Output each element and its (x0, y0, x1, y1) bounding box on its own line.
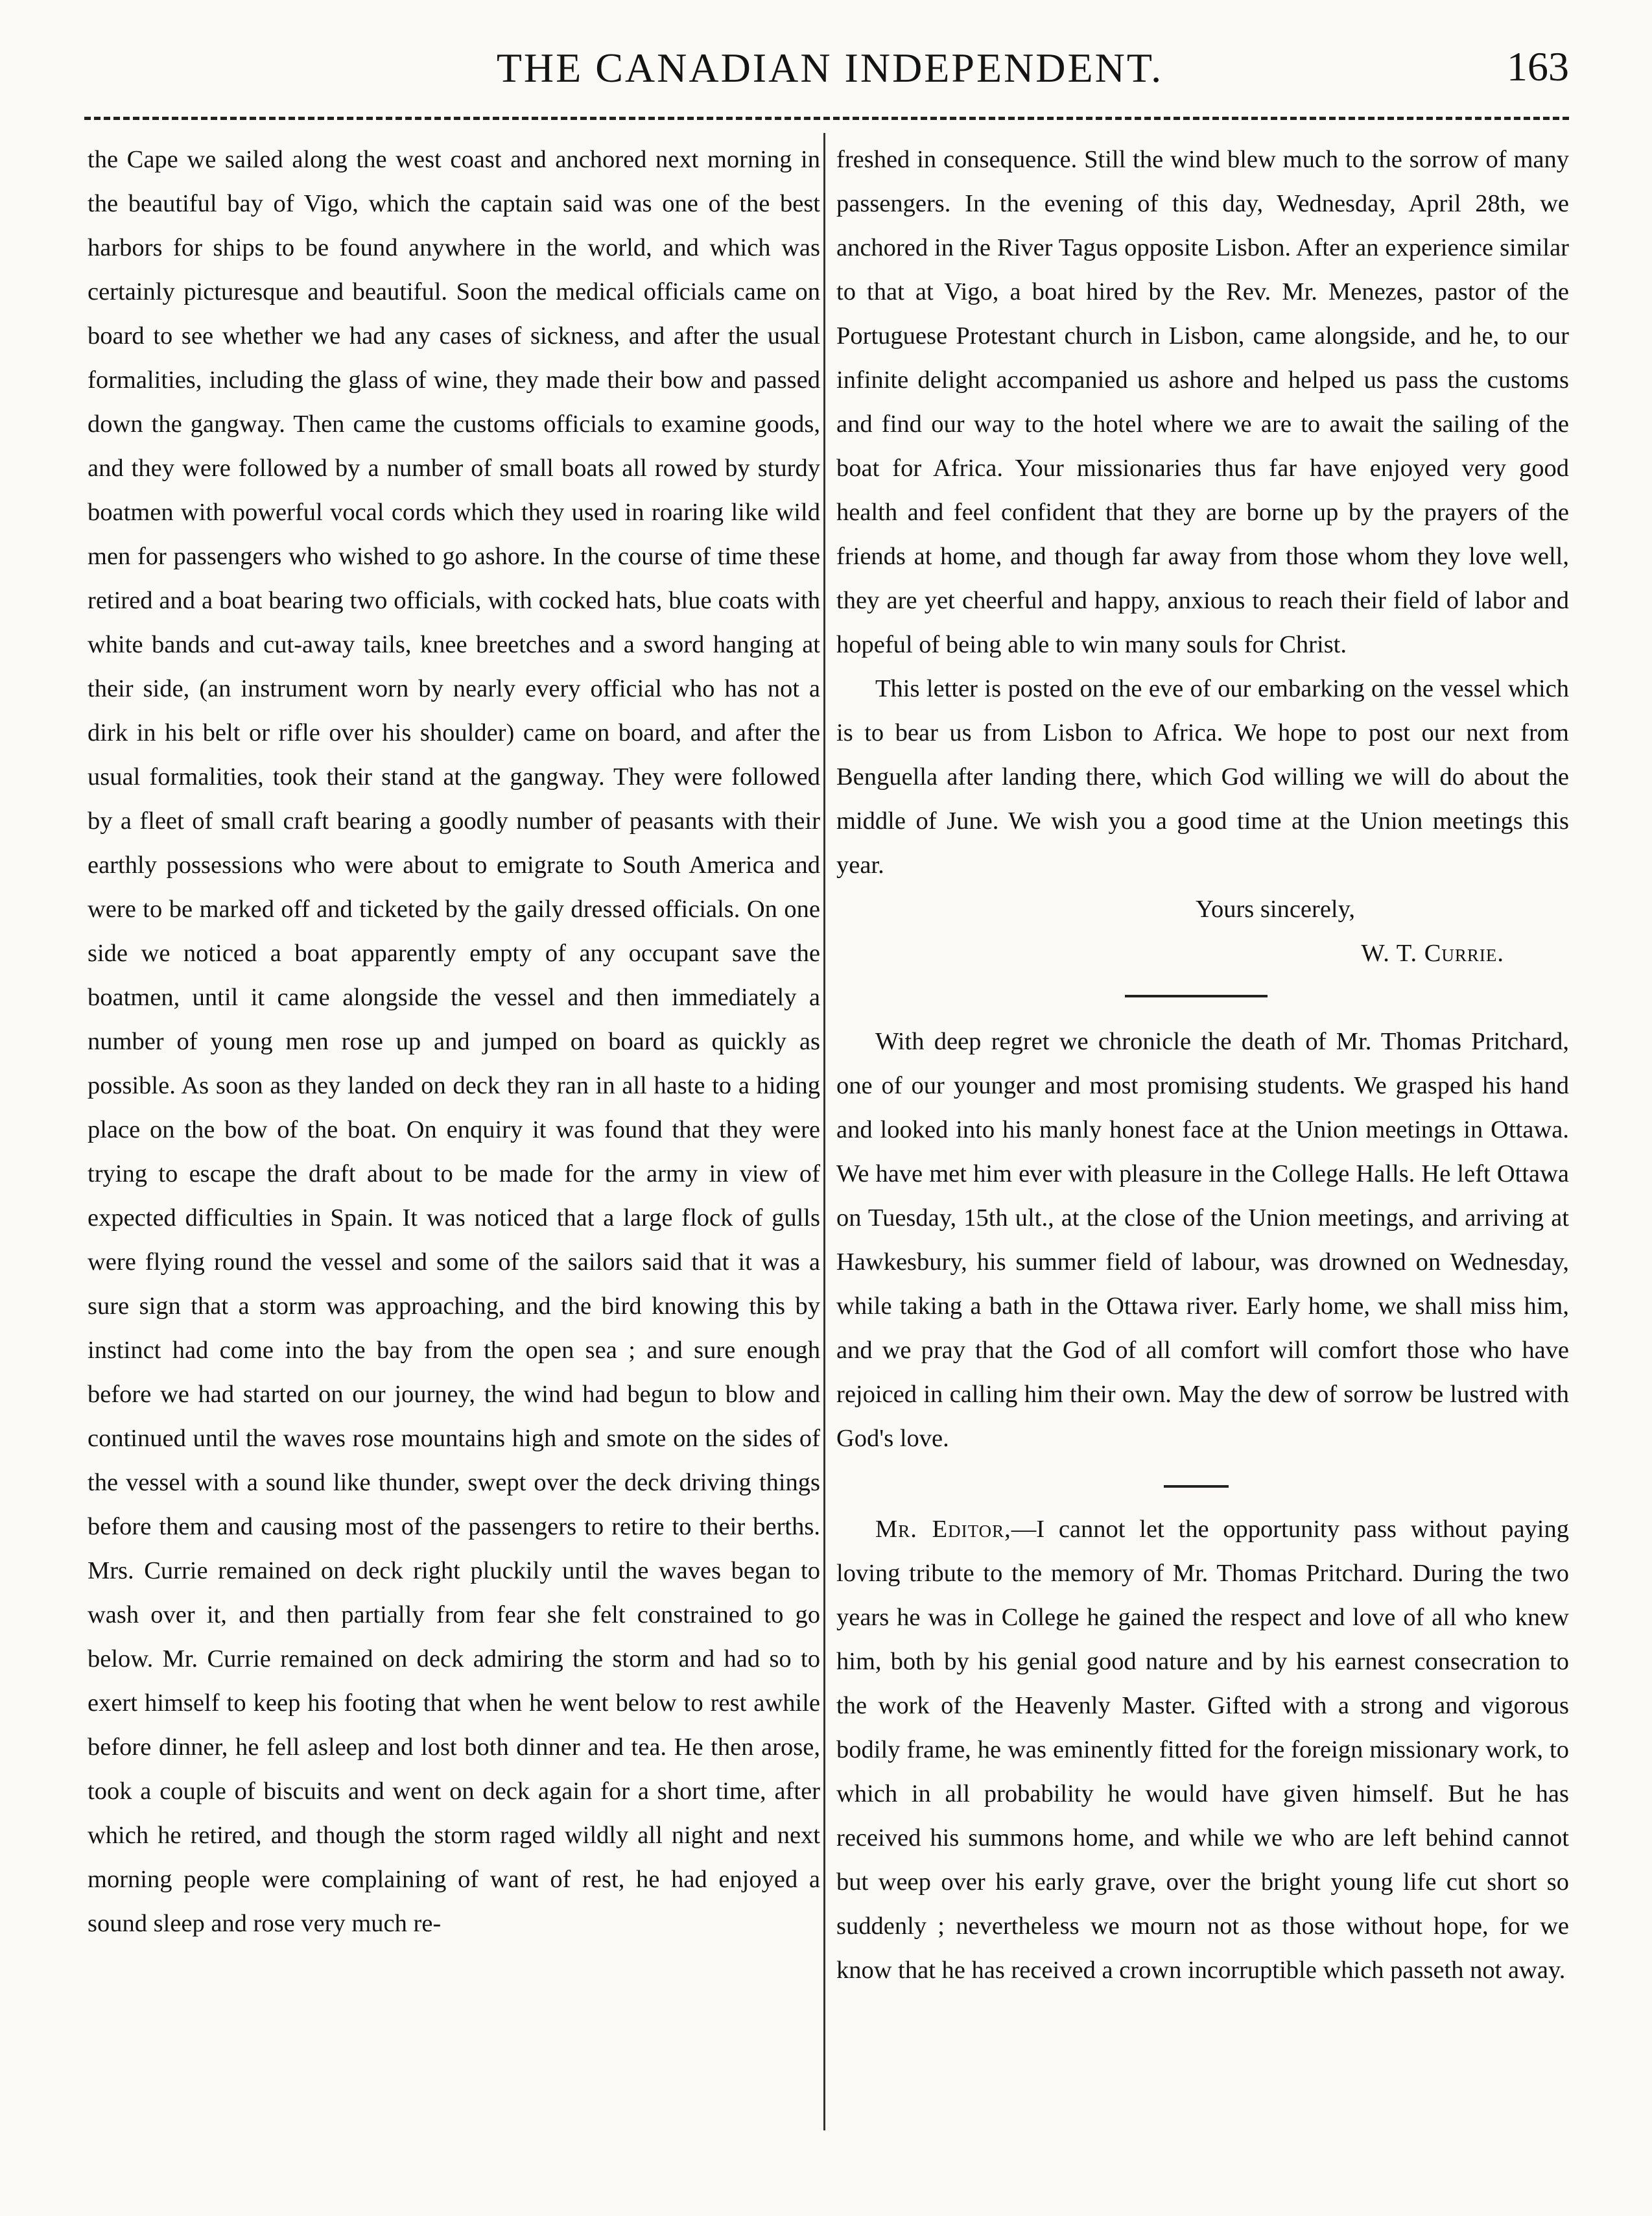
page-header (84, 39, 1575, 110)
letter-signature: W. T. Currie. (1361, 940, 1504, 967)
editor-salutation: Mr. Editor, (875, 1516, 1011, 1543)
editor-letter-paragraph (836, 1507, 1569, 1992)
travel-letter-paragraph: the Cape we sailed along the west coast and anchored next morning in the beautiful bay of Vigo, which the captain said was one of the best harbors for ships to be found anywhere in the world, and which was certainly picturesque and beautiful. Soon the medical officials came on board to see whether we had any cases of sickness, and after the usual formalities, including the glass of wine, they made their bow and passed down the gangway. Then came the customs officials to examine goods, and they were followed by a number of small boats all rowed by sturdy boatmen with powerful vocal cords which they used in roaring like wild men for passengers who wished to go ashore. In the course of time these retired and a boat bearing two officials, with cocked hats, blue coats with white bands and cut-away tails, knee breetches and a sword hanging at their side, (an instrument worn by nearly every official who has not a dirk in his belt or rifle over his shoulder) came on board, and after the usual formalities, took their stand at the gangway. They were followed by a fleet of small craft bearing a goodly number of peasants with their earthly possessions who were about to emigrate to South America and were to be marked off and ticketed by the gaily dressed officials. On one side we noticed a boat apparently empty of any occupant save the boatmen, until it came alongside the vessel and then immediately a number of young men rose up and jumped on board as quickly as possible. As soon as they landed on deck they ran in all haste to a hiding place on the bow of the boat. On enquiry it was found that they were trying to escape the draft about to be made for the army in view of expected difficulties in Spain. It was noticed that a large flock of gulls were flying round the vessel and some of the sailors said that it was a sure sign that a storm was approaching, and the bird knowing this by instinct had come into the bay from the open sea ; and sure enough before we had started on our journey, the wind had begun to blow and continued until the waves rose mountains high and smote on the sides of the vessel with a sound like thunder, swept over the deck driving things before them and causing most of the passengers to retire to their berths. Mrs. Currie remained on deck right pluckily until the waves began to wash over it, and then partially from fear she felt constrained to go below. Mr. Currie remained on deck admiring the storm and had so to exert himself to keep his footing that when he went below to rest awhile before dinner, he fell asleep and lost both dinner and tea. He then arose, took a couple of biscuits and went on deck again for a short time, after which he retired, and though the storm raged wildly all night and next morning people were complaining of want of rest, he had enjoyed a sound sleep and rose very much re- (88, 146, 820, 1937)
header-rule (84, 117, 1569, 120)
editor-letter-body: —I cannot let the opportunity pass without paying loving tribute to the memory of Mr. Thomas Pritchard. During the two years he was in College he gained the respect and love of all who knew him, both by his genial good nature and by his earnest consecration to the work of the Heavenly Master. Gifted with a strong and vigorous bodily frame, he was eminently fitted for the foreign missionary work, to which in all probability he would have given himself. But he has received his summons home, and while we who are left behind cannot but weep over his early grave, over the bright young life cut short so suddenly ; nevertheless we mourn not as those without hope, for we know that he has received a crown incorruptible which passeth not away. (836, 1516, 1569, 1984)
column-divider (823, 133, 825, 2130)
left-column (88, 137, 820, 1946)
section-rule-short (1164, 1485, 1229, 1488)
publication-title: THE CANADIAN INDEPENDENT. (496, 45, 1164, 91)
right-column (836, 137, 1569, 1992)
letter-signoff: Yours sincerely, (1196, 896, 1355, 923)
travel-letter-continuation: freshed in consequence. Still the wind blew much to the sorrow of many passengers. In the evening of this day, Wednesday, April 28th, we anchored in the River Tagus opposite Lisbon. After an experience similar to that at Vigo, a boat hired by the Rev. Mr. Menezes, pastor of the Portuguese Protestant church in Lisbon, came alongside, and he, to our infinite delight accompanied us ashore and helped us pass the customs and find our way to the hotel where we are to await the sailing of the boat for Africa. Your missionaries thus far have enjoyed very good health and feel confident that they are borne up by the prayers of the friends at home, and though far away from those whom they love well, they are yet cheerful and happy, anxious to reach their field of labor and hopeful of being able to win many souls for Christ. (836, 146, 1569, 658)
obituary-paragraph: With deep regret we chronicle the death of Mr. Thomas Pritchard, one of our younger and most promising students. We grasped his hand and looked into his manly honest face at the Union meetings in Ottawa. We have met him ever with pleasure in the College Halls. He left Ottawa on Tuesday, 15th ult., at the close of the Union meetings, and arriving at Hawkesbury, his summer field of labour, was drowned on Wednesday, while taking a bath in the Ottawa river. Early home, we shall miss him, and we pray that the God of all comfort will comfort those who have rejoiced in calling him their own. May the dew of sorrow be lustred with God's love. (836, 1028, 1569, 1452)
travel-letter-closing: This letter is posted on the eve of our embarking on the vessel which is to bear us from Lisbon to Africa. We hope to post our next from Benguella after landing there, which God willing we will do about the middle of June. We wish you a good time at the Union meetings this year. (836, 675, 1569, 879)
section-rule (1125, 995, 1268, 997)
page-number: 163 (1507, 43, 1569, 89)
